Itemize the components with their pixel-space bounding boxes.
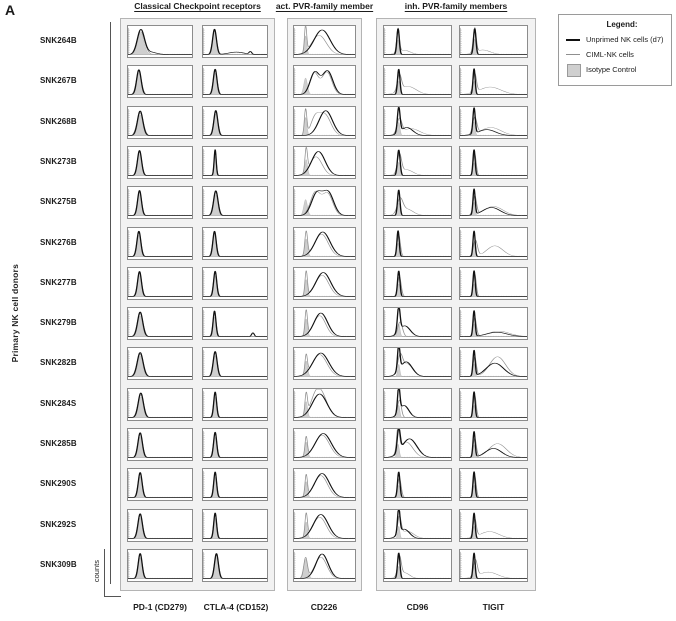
donor-label-snk277b: SNK277B bbox=[40, 277, 77, 287]
histogram-panel bbox=[127, 509, 193, 542]
histogram-panel bbox=[459, 388, 528, 421]
histogram-panel bbox=[293, 146, 356, 179]
histogram-panel bbox=[293, 347, 356, 380]
legend-row bbox=[565, 48, 665, 60]
histogram-panel bbox=[383, 267, 452, 300]
donors-axis-title-text: Primary NK cell donors bbox=[10, 263, 20, 363]
histogram-panel bbox=[383, 428, 452, 461]
marker-label-ctla-4-cd152-: CTLA-4 (CD152) bbox=[203, 602, 269, 612]
histogram-panel bbox=[293, 509, 356, 542]
histogram-panel bbox=[383, 549, 452, 582]
legend-item-label: CIML-NK cells bbox=[586, 49, 634, 59]
histogram-panel bbox=[127, 307, 193, 340]
donors-axis-title bbox=[4, 238, 26, 388]
donor-label-snk279b: SNK279B bbox=[40, 318, 77, 328]
histogram-panel bbox=[202, 307, 268, 340]
counts-axis-horizontal-rule bbox=[104, 596, 121, 597]
marker-label-tigit: TIGIT bbox=[482, 602, 505, 612]
histogram-panel bbox=[459, 146, 528, 179]
legend-items bbox=[565, 33, 665, 75]
histogram-panel bbox=[127, 227, 193, 260]
group-header-act-pvr: act. PVR-family member bbox=[275, 1, 374, 11]
group-box-classical bbox=[120, 18, 275, 591]
histogram-panel bbox=[127, 428, 193, 461]
legend-title: Legend: bbox=[606, 20, 638, 29]
histogram-panel bbox=[127, 388, 193, 421]
donor-label-snk309b: SNK309B bbox=[40, 559, 77, 569]
counts-axis-label-text: counts bbox=[92, 559, 101, 583]
legend-row bbox=[565, 33, 665, 45]
counts-axis bbox=[90, 549, 120, 611]
histogram-panel bbox=[293, 468, 356, 501]
histogram-panel bbox=[293, 388, 356, 421]
histogram-panel bbox=[293, 65, 356, 98]
group-box-inh-pvr bbox=[376, 18, 536, 591]
donors-axis-rule bbox=[110, 22, 111, 584]
donor-label-snk267b: SNK267B bbox=[40, 76, 77, 86]
group-box-act-pvr bbox=[287, 18, 362, 591]
marker-label-pd-1-cd279-: PD-1 (CD279) bbox=[133, 602, 187, 612]
donor-label-snk275b: SNK275B bbox=[40, 197, 77, 207]
donor-label-snk290s: SNK290S bbox=[40, 479, 77, 489]
donor-label-snk285b: SNK285B bbox=[40, 439, 77, 448]
panel-letter: A bbox=[5, 2, 16, 18]
histogram-panel bbox=[202, 186, 268, 219]
legend-item-label: Unprimed NK cells (d7) bbox=[586, 34, 664, 44]
legend-row bbox=[565, 63, 665, 75]
histogram-panel bbox=[202, 468, 268, 501]
histogram-panel bbox=[459, 186, 528, 219]
donor-label-snk273b: SNK273B bbox=[40, 156, 77, 166]
group-header-classical: Classical Checkpoint receptors bbox=[134, 1, 261, 11]
histogram-panel bbox=[383, 227, 452, 260]
donor-label-snk268b: SNK268B bbox=[40, 116, 77, 126]
histogram-panel bbox=[127, 186, 193, 219]
histogram-panel bbox=[383, 106, 452, 139]
donor-label-snk284s: SNK284S bbox=[40, 398, 77, 408]
histogram-panel bbox=[459, 468, 528, 501]
histogram-panel bbox=[202, 509, 268, 542]
histogram-panel bbox=[202, 549, 268, 582]
counts-axis-vertical-rule bbox=[104, 549, 105, 597]
histogram-panel bbox=[202, 388, 268, 421]
histogram-panel bbox=[202, 428, 268, 461]
histogram-panel bbox=[127, 549, 193, 582]
histogram-panel bbox=[293, 307, 356, 340]
histogram-panel bbox=[459, 549, 528, 582]
histogram-panel bbox=[127, 106, 193, 139]
histogram-panel bbox=[293, 549, 356, 582]
histogram-panel bbox=[202, 347, 268, 380]
counts-axis-label bbox=[90, 549, 103, 593]
line-gray-icon bbox=[565, 49, 581, 60]
histogram-panel bbox=[202, 227, 268, 260]
histogram-panel bbox=[127, 267, 193, 300]
histogram-panel bbox=[293, 267, 356, 300]
histogram-panel bbox=[293, 106, 356, 139]
donor-label-snk276b: SNK276B bbox=[40, 237, 77, 247]
histogram-panel bbox=[383, 25, 452, 58]
donor-label-snk292s: SNK292S bbox=[40, 519, 77, 529]
histogram-panel bbox=[459, 227, 528, 260]
histogram-panel bbox=[293, 428, 356, 461]
legend-item-label: Isotype Control bbox=[586, 64, 637, 74]
histogram-panel bbox=[127, 468, 193, 501]
histogram-panel bbox=[383, 65, 452, 98]
histogram-panel bbox=[127, 25, 193, 58]
histogram-panel bbox=[459, 267, 528, 300]
legend bbox=[558, 14, 672, 86]
histogram-panel bbox=[127, 347, 193, 380]
histogram-panel bbox=[202, 267, 268, 300]
histogram-panel bbox=[383, 186, 452, 219]
histogram-panel bbox=[383, 307, 452, 340]
histogram-panel bbox=[202, 65, 268, 98]
histogram-panel bbox=[459, 65, 528, 98]
histogram-panel bbox=[202, 146, 268, 179]
histogram-panel bbox=[293, 186, 356, 219]
donor-label-snk264b: SNK264B bbox=[40, 36, 77, 45]
histogram-panel bbox=[459, 428, 528, 461]
swatch-icon bbox=[565, 64, 581, 75]
histogram-panel bbox=[383, 388, 452, 421]
line-dark-icon bbox=[565, 34, 581, 45]
histogram-panel bbox=[293, 227, 356, 260]
histogram-panel bbox=[127, 65, 193, 98]
histogram-panel bbox=[383, 347, 452, 380]
histogram-panel bbox=[459, 509, 528, 542]
marker-label-cd96: CD96 bbox=[406, 602, 429, 612]
marker-label-cd226: CD226 bbox=[310, 602, 338, 612]
histogram-panel bbox=[383, 146, 452, 179]
histogram-panel bbox=[459, 106, 528, 139]
histogram-panel bbox=[459, 25, 528, 58]
histogram-panel bbox=[459, 347, 528, 380]
histogram-panel bbox=[383, 509, 452, 542]
histogram-panel bbox=[127, 146, 193, 179]
histogram-panel bbox=[202, 106, 268, 139]
group-header-inh-pvr: inh. PVR-family members bbox=[404, 1, 508, 11]
histogram-panel bbox=[383, 468, 452, 501]
histogram-panel bbox=[459, 307, 528, 340]
donor-label-snk282b: SNK282B bbox=[40, 358, 77, 368]
histogram-panel bbox=[293, 25, 356, 58]
histogram-panel bbox=[202, 25, 268, 58]
